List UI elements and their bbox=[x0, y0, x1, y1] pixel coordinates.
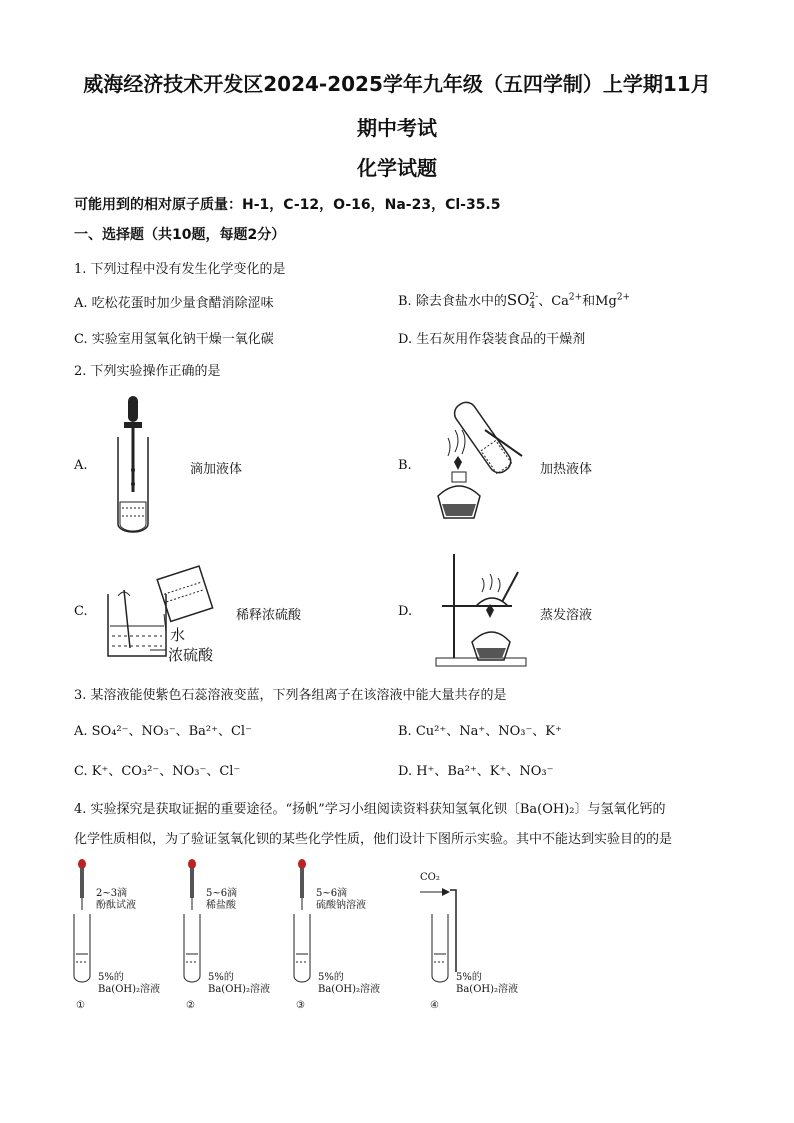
q4-stem-line2: 化学性质相似，为了验证氢氧化钡的某些化学性质，他们设计下图所示实验。其中不能达到实验目的的是 bbox=[74, 832, 673, 847]
q2-c-water-label: 水 bbox=[170, 626, 186, 644]
q3-option-a: A. SO₄²⁻、NO₃⁻、Ba²⁺、Cl⁻ bbox=[74, 724, 252, 739]
q3-stem: 3. 某溶液能使紫色石蕊溶液变蓝，下列各组离子在该溶液中能大量共存的是 bbox=[74, 688, 507, 703]
q3-option-b: B. Cu²⁺、Na⁺、NO₃⁻、K⁺ bbox=[398, 724, 562, 739]
q2-a-letter: A. bbox=[74, 458, 88, 473]
q2-c-letter: C. bbox=[74, 604, 88, 619]
experiment-3: 5~6滴 硫酸钠溶液 5%的 Ba(OH)₂溶液 ③ bbox=[290, 858, 400, 1018]
q1-option-d: D. 生石灰用作袋装食品的干燥剂 bbox=[398, 332, 586, 347]
q2-b-letter: B. bbox=[398, 458, 412, 473]
exam-title-line2: 期中考试 bbox=[357, 116, 437, 140]
q4-stem-line1: 4. 实验探究是获取证据的重要途径。“扬帆”学习小组阅读资料获知氢氧化钡〔Ba(OH)₂〕与氢氧化钙的 bbox=[74, 802, 666, 817]
q2-c-text: 稀释浓硫酸 bbox=[236, 608, 302, 623]
exam-title-line1: 威海经济技术开发区2024-2025学年九年级（五四学制）上学期11月 bbox=[83, 72, 711, 96]
section-title: 一、选择题（共10题，每题2分） bbox=[74, 227, 286, 243]
subject-title: 化学试题 bbox=[357, 156, 437, 180]
experiment-1: 2~3滴 酚酞试液 5%的 Ba(OH)₂溶液 ① bbox=[70, 858, 180, 1018]
q3-option-c: C. K⁺、CO₃²⁻、NO₃⁻、Cl⁻ bbox=[74, 764, 241, 779]
q2-c-acid-label: 浓硫酸 bbox=[168, 646, 214, 664]
q2-b-text: 加热液体 bbox=[540, 462, 593, 477]
experiment-4: CO₂ 5%的 Ba(OH)₂溶液 ④ bbox=[420, 872, 519, 1011]
q1-option-a: A. 吃松花蛋时加少量食醋消除涩味 bbox=[74, 296, 274, 311]
heating-liquid-figure bbox=[430, 392, 530, 527]
q3-option-d: D. H⁺、Ba²⁺、K⁺、NO₃⁻ bbox=[398, 764, 554, 779]
q2-d-text: 蒸发溶液 bbox=[540, 608, 593, 623]
q1-option-b: B. 除去食盐水中的SO 2- 4 、$Ca^{2+}$和$Mg^{2+}$ bbox=[398, 291, 631, 311]
evaporate-solution-figure bbox=[432, 548, 542, 670]
q2-d-letter: D. bbox=[398, 604, 413, 619]
dropper-in-tube-figure bbox=[110, 392, 160, 537]
atomic-masses: 可能用到的相对原子质量：H-1，C-12，O-16，Na-23，Cl-35.5 bbox=[74, 197, 501, 213]
q2-stem: 2. 下列实验操作正确的是 bbox=[74, 364, 221, 379]
experiment-2: 5~6滴 稀盐酸 5%的 Ba(OH)₂溶液 ② bbox=[180, 858, 290, 1018]
q2-a-text: 滴加液体 bbox=[190, 462, 243, 477]
q1-option-c: C. 实验室用氢氧化钠干燥一氧化碳 bbox=[74, 332, 274, 347]
q1-stem: 1. 下列过程中没有发生化学变化的是 bbox=[74, 262, 286, 277]
